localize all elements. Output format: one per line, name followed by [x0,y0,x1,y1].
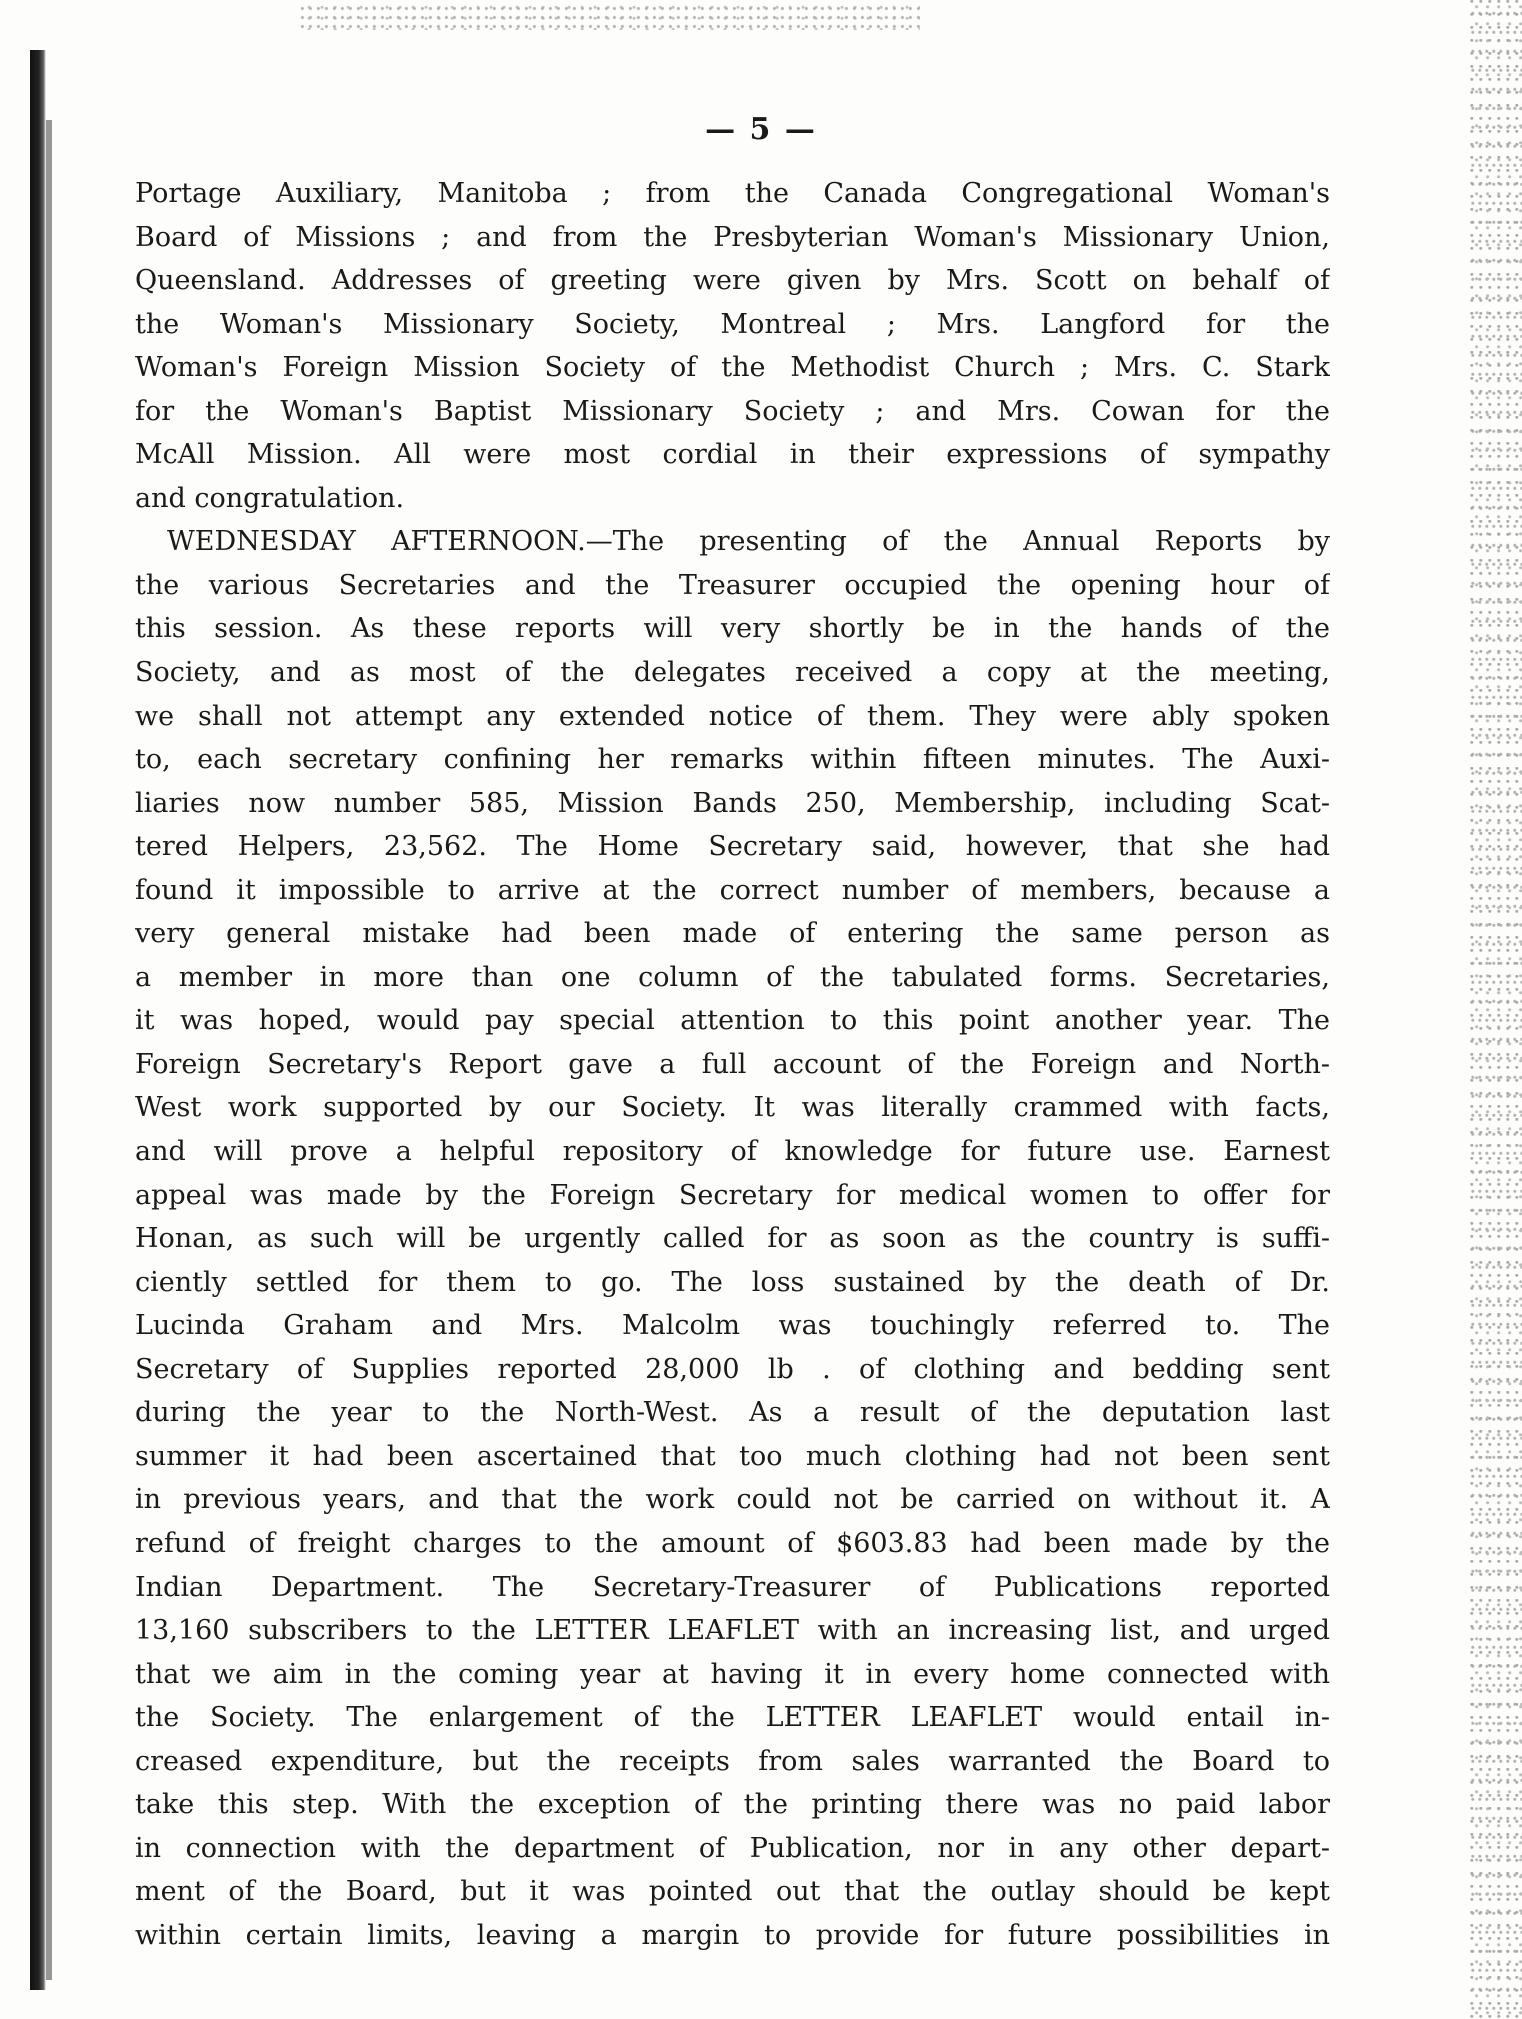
text-line: found it impossible to arrive at the correct number of members, because a [135,874,1330,906]
text-line: take this step. With the exception of the printing there was no paid labor [135,1789,1330,1821]
text-line: Honan, as such will be urgently called for as soon as the country is suffi- [135,1223,1330,1255]
text-line: in connection with the department of Publication, nor in any other depart- [135,1832,1330,1864]
text-line: a member in more than one column of the tabulated forms. Secretaries, [135,961,1330,993]
text-line: that we aim in the coming year at having it in every home connected with [135,1658,1330,1690]
page-number: — 5 — [705,112,817,147]
text-line: and will prove a helpful repository of knowledge for future use. Earnest [135,1136,1330,1168]
binding-shadow-inner [46,120,52,1980]
text-line: Indian Department. The Secretary-Treasurer of Publications reported [135,1571,1330,1603]
text-line: Portage Auxiliary, Manitoba ; from the Canada Congregational Woman's [135,178,1330,209]
text-line: the Woman's Missionary Society, Montreal ; Mrs. Langford for the [135,308,1330,340]
paragraph-start-line: WEDNESDAY AFTERNOON.—The presenting of the Annual Reports by [167,526,1330,558]
text-line: McAll Mission. All were most cordial in their expressions of sympathy [135,439,1330,471]
text-line: in previous years, and that the work could not be carried on without it. A [135,1484,1330,1516]
text-line: tered Helpers, 23,562. The Home Secretary said, however, that she had [135,831,1330,863]
text-line: Society, and as most of the delegates received a copy at the meeting, [135,657,1330,689]
text-line: very general mistake had been made of entering the same person as [135,918,1330,950]
text-line: Board of Missions ; and from the Presbyterian Woman's Missionary Union, [135,221,1330,253]
text-line: Lucinda Graham and Mrs. Malcolm was touchingly referred to. The [135,1310,1330,1342]
text-line: 13,160 subscribers to the LETTER LEAFLET with an increasing list, and urged [135,1615,1330,1647]
text-line: this session. As these reports will very shortly be in the hands of the [135,613,1330,645]
text-line: ment of the Board, but it was pointed out that the outlay should be kept [135,1876,1330,1908]
text-line: the various Secretaries and the Treasurer occupied the opening hour of [135,569,1330,601]
text-line: refund of freight charges to the amount of $603.83 had been made by the [135,1527,1330,1559]
text-line: creased expenditure, but the receipts from sales warranted the Board to [135,1745,1330,1777]
text-line: liaries now number 585, Mission Bands 250, Membership, including Scat- [135,787,1330,819]
text-line: ciently settled for them to go. The loss sustained by the death of Dr. [135,1266,1330,1298]
text-line: during the year to the North-West. As a result of the deputation last [135,1397,1330,1429]
text-line: the Society. The enlargement of the LETTER LEAFLET would entail in- [135,1702,1330,1734]
text-line: summer it had been ascertained that too much clothing had not been sent [135,1440,1330,1472]
text-line: within certain limits, leaving a margin to provide for future possibilities in [135,1919,1330,1951]
text-line: for the Woman's Baptist Missionary Society ; and Mrs. Cowan for the [135,395,1330,427]
text-line: and congratulation. [135,482,405,514]
text-line: Secretary of Supplies reported 28,000 lb . of clothing and bedding sent [135,1353,1330,1385]
scan-noise-right [1470,0,1522,2019]
text-line: appeal was made by the Foreign Secretary for medical women to offer for [135,1179,1330,1211]
text-line: Foreign Secretary's Report gave a full account of the Foreign and North- [135,1048,1330,1080]
text-line: it was hoped, would pay special attention to this point another year. The [135,1005,1330,1037]
binding-shadow [30,50,46,1990]
text-line: Queensland. Addresses of greeting were given by Mrs. Scott on behalf of [135,265,1330,297]
scan-noise-top [300,4,920,30]
body-text [135,172,1330,1957]
text-line: we shall not attempt any extended notice of them. They were ably spoken [135,700,1330,732]
text-line: to, each secretary confining her remarks within fifteen minutes. The Auxi- [135,744,1330,776]
text-line: West work supported by our Society. It was literally crammed with facts, [135,1092,1330,1124]
text-line: Woman's Foreign Mission Society of the Methodist Church ; Mrs. C. Stark [135,352,1330,384]
